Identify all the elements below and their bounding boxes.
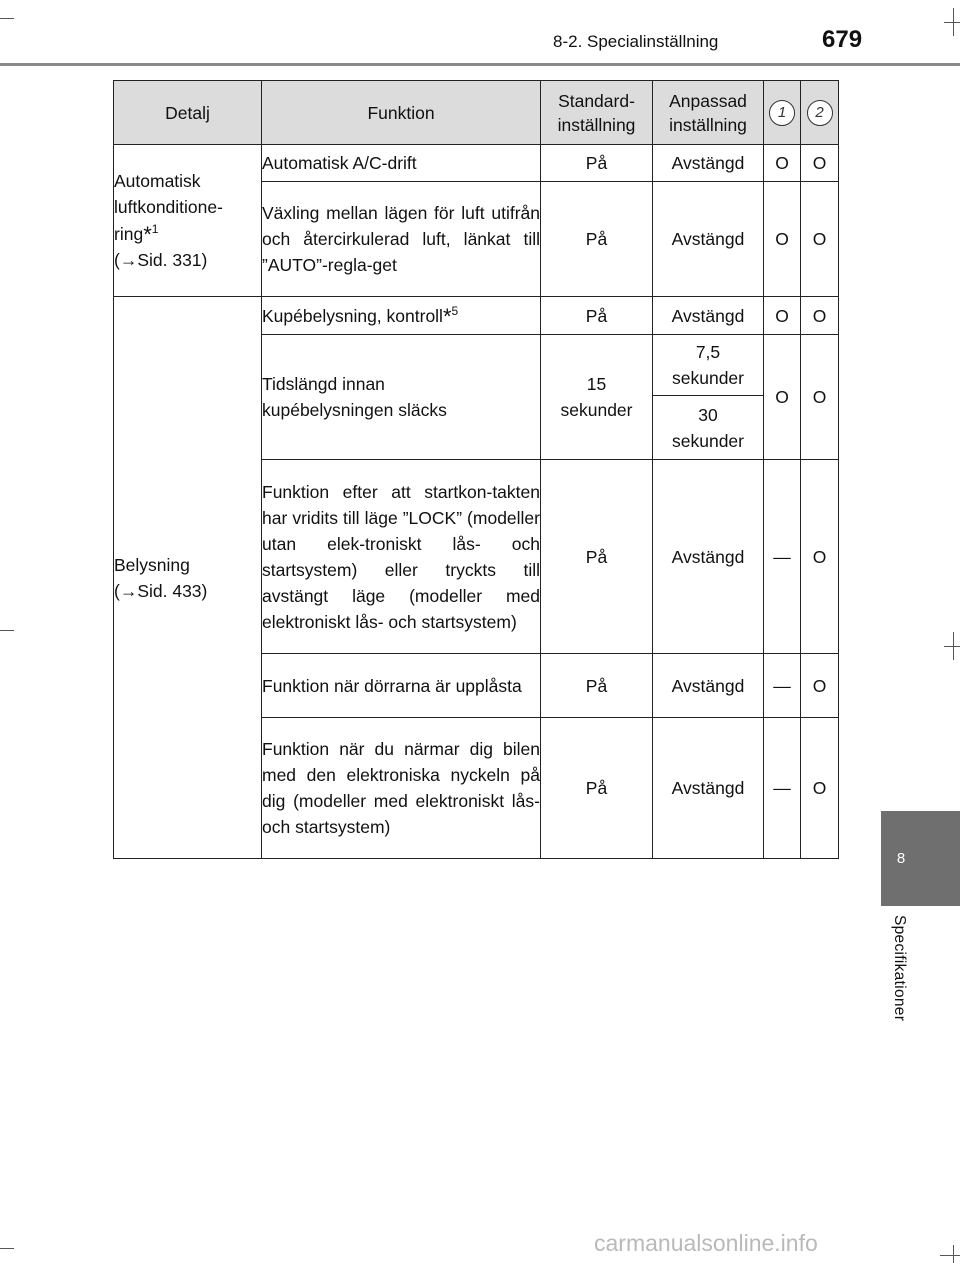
col1-cell: O — [764, 335, 801, 460]
function-cell: Växling mellan lägen för luft utifrån och återcirkulerad luft, länkat till ”AUTO”-regla-get — [262, 182, 541, 297]
table-row — [114, 297, 839, 335]
page-number: 679 — [822, 26, 863, 53]
custom-cell: Avstängd — [653, 718, 764, 859]
col2-cell: O — [801, 145, 839, 182]
arrow-icon: → — [119, 250, 138, 270]
column-header-detail: Detalj — [114, 81, 262, 145]
col1-cell: O — [764, 297, 801, 335]
crop-mark — [0, 630, 14, 631]
footnote-ref: 5 — [451, 304, 459, 319]
function-cell: Funktion när du närmar dig bilen med den elektroniska nyckeln på dig (modeller med elektroniskt lås- och startsystem) — [262, 718, 541, 859]
crop-mark — [0, 1248, 14, 1249]
settings-table — [113, 80, 839, 859]
table-header-row — [114, 81, 839, 145]
detail-cell-ac: Automatisk luftkonditione- ring*$^1$ (→Sid. 331) — [114, 145, 262, 297]
col2-cell: O — [801, 718, 839, 859]
custom-cell: 30 sekunder — [653, 396, 764, 460]
chapter-tab-number: 8 — [896, 850, 906, 867]
watermark: carmanualsonline.info — [594, 1230, 818, 1256]
crop-mark — [0, 18, 14, 19]
crop-mark — [944, 22, 960, 23]
standard-cell: På — [541, 182, 653, 297]
col1-cell: — — [764, 654, 801, 718]
table-row — [114, 145, 839, 182]
standard-cell: På — [541, 718, 653, 859]
custom-cell: Avstängd — [653, 654, 764, 718]
col2-cell: O — [801, 460, 839, 654]
col2-cell: O — [801, 654, 839, 718]
detail-cell-lighting: Belysning (→Sid. 433) — [114, 297, 262, 859]
standard-cell: På — [541, 297, 653, 335]
standard-cell: På — [541, 654, 653, 718]
standard-cell: På — [541, 460, 653, 654]
header-rule — [0, 63, 960, 66]
col2-cell: O — [801, 335, 839, 460]
col1-cell: — — [764, 460, 801, 654]
custom-cell: Avstängd — [653, 297, 764, 335]
asterisk-icon: * — [143, 222, 152, 247]
custom-cell: Avstängd — [653, 145, 764, 182]
footnote-ref: 1 — [151, 222, 159, 237]
page-reference: Sid. 331 — [137, 250, 202, 270]
crop-mark — [940, 1255, 960, 1256]
crop-mark — [953, 8, 954, 36]
crop-mark — [953, 632, 954, 660]
function-cell: Funktion när dörrarna är upplåsta — [262, 654, 541, 718]
column-header-standard: Standard- inställning — [541, 81, 653, 145]
circled-2-icon: 2 — [807, 100, 833, 126]
column-header-2 — [801, 81, 839, 145]
page-reference: Sid. 433 — [137, 580, 202, 601]
chapter-tab-label: Specifikationer — [891, 915, 908, 1022]
col1-cell: O — [764, 182, 801, 297]
column-header-custom: Anpassad inställning — [653, 81, 764, 145]
detail-name: Belysning — [114, 554, 190, 575]
asterisk-icon: * — [442, 304, 452, 329]
function-cell: Automatisk A/C-drift — [262, 145, 541, 182]
col2-cell: O — [801, 182, 839, 297]
custom-cell: Avstängd — [653, 182, 764, 297]
crop-mark — [953, 1245, 954, 1263]
column-header-function: Funktion — [262, 81, 541, 145]
standard-cell: På — [541, 145, 653, 182]
detail-name: Automatisk luftkonditione- ring — [114, 171, 223, 244]
crop-mark — [944, 646, 960, 647]
col2-cell: O — [801, 297, 839, 335]
function-cell: Kupébelysning, kontroll*$^5$ — [262, 297, 541, 335]
standard-cell: 15 sekunder — [541, 335, 653, 460]
custom-cell: Avstängd — [653, 460, 764, 654]
function-cell: Tidslängd innan kupébelysningen släcks — [262, 335, 541, 460]
function-cell: Funktion efter att startkon-takten har vridits till läge ”LOCK” (modeller utan elek-troniskt lås- och startsystem) eller tryckts till avstängt läge (modeller med elektroniskt lås- och startsystem) — [262, 460, 541, 654]
col1-cell: — — [764, 718, 801, 859]
custom-cell: 7,5 sekunder — [653, 335, 764, 396]
col1-cell: O — [764, 145, 801, 182]
arrow-icon: → — [119, 580, 138, 601]
circled-1-icon: 1 — [769, 100, 795, 126]
section-title: 8-2. Specialinställning — [553, 32, 719, 51]
column-header-1 — [764, 81, 801, 145]
